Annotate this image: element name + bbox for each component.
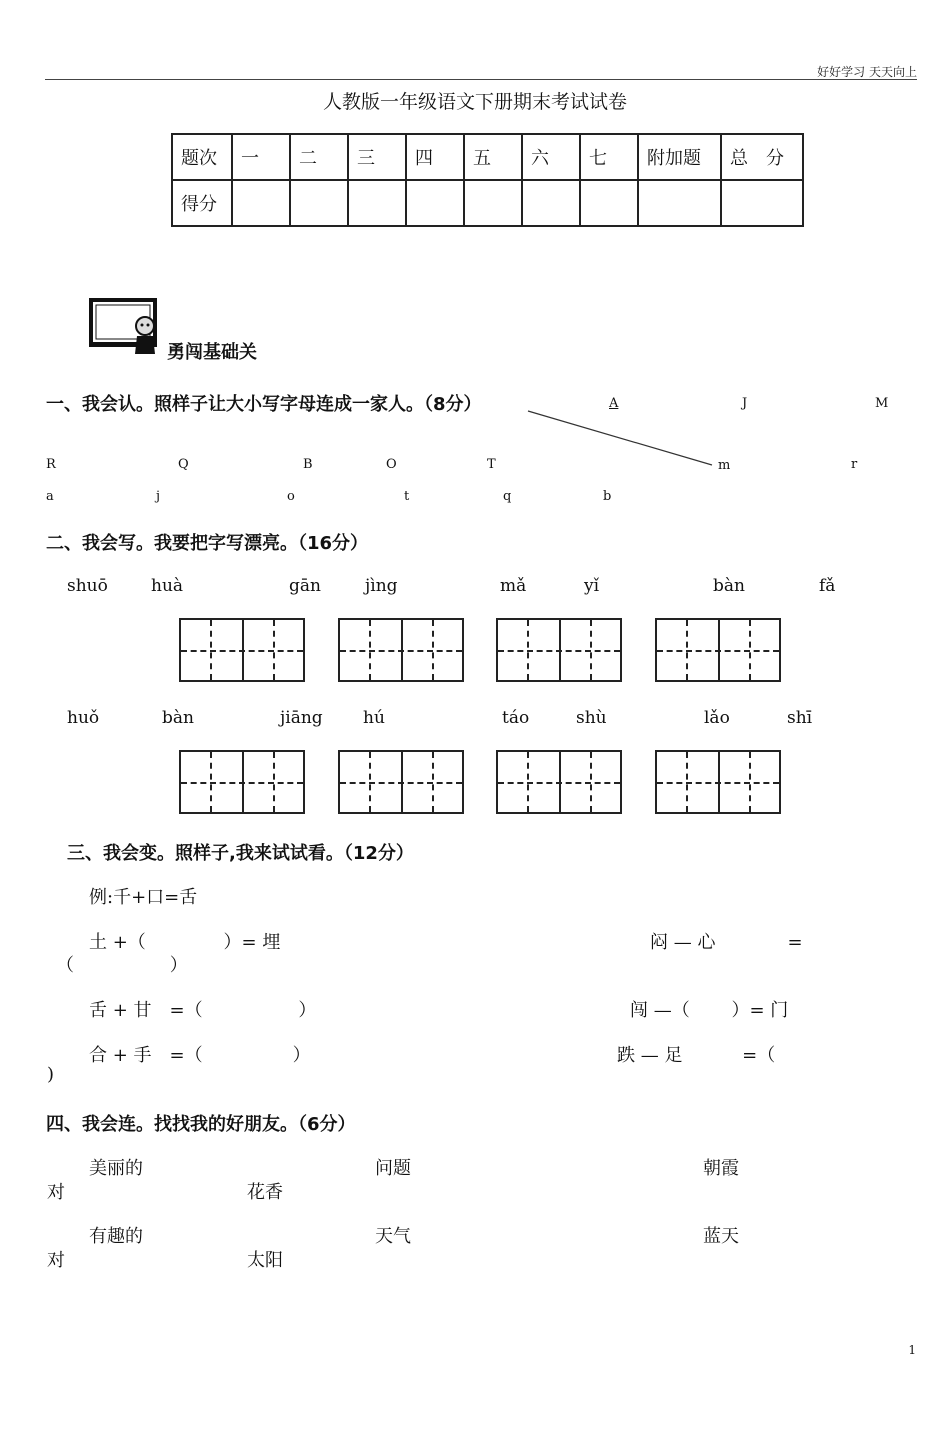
q3-item[interactable]: 闯 —（ ）= 门 xyxy=(630,1000,789,1021)
q1-letter[interactable]: B xyxy=(303,457,313,472)
score-cell: 四 xyxy=(406,134,464,180)
q1-example-line xyxy=(520,405,720,475)
score-blank[interactable] xyxy=(232,180,290,226)
q4-word[interactable]: 问题 xyxy=(375,1158,411,1179)
q3-item[interactable]: 土 +（ ）= 埋 xyxy=(89,932,281,953)
pinyin: lǎo xyxy=(704,708,730,728)
q1-letter[interactable]: a xyxy=(46,489,54,504)
page-title: 人教版一年级语文下册期末考试试卷 xyxy=(322,91,627,113)
q4-word[interactable]: 太阳 xyxy=(247,1250,283,1271)
writing-grid[interactable] xyxy=(655,618,781,682)
score-blank[interactable] xyxy=(721,180,803,226)
score-blank[interactable] xyxy=(580,180,638,226)
score-blank[interactable] xyxy=(464,180,522,226)
writing-grid[interactable] xyxy=(496,750,622,814)
q3-item-wrap[interactable]: ) xyxy=(47,1064,55,1085)
pinyin: gān xyxy=(289,576,321,596)
blackboard-icon xyxy=(89,296,161,354)
writing-grid[interactable] xyxy=(338,618,464,682)
q1-letter[interactable]: T xyxy=(487,457,496,472)
pinyin: shù xyxy=(576,708,607,728)
score-cell: 七 xyxy=(580,134,638,180)
score-cell: 题次 xyxy=(172,134,232,180)
pinyin: huà xyxy=(151,576,184,596)
pinyin: bàn xyxy=(162,708,194,728)
q1-letter[interactable]: o xyxy=(287,489,295,504)
writing-grid[interactable] xyxy=(338,750,464,814)
score-table-score-row xyxy=(172,180,803,226)
score-blank[interactable] xyxy=(406,180,464,226)
pinyin: fǎ xyxy=(819,576,836,596)
score-cell: 六 xyxy=(522,134,580,180)
score-cell: 一 xyxy=(232,134,290,180)
score-blank[interactable] xyxy=(522,180,580,226)
score-table xyxy=(171,133,804,227)
q1-letter[interactable]: m xyxy=(718,458,731,473)
section-banner: 勇闯基础关 xyxy=(167,342,257,363)
pinyin: shī xyxy=(787,708,813,728)
score-table-header-row xyxy=(172,134,803,180)
pinyin: hú xyxy=(363,708,385,728)
score-cell: 附加题 xyxy=(638,134,721,180)
pinyin: táo xyxy=(502,708,530,728)
q3-item[interactable]: 跌 — 足 =（ xyxy=(617,1045,776,1066)
q4-word[interactable]: 蓝天 xyxy=(703,1226,739,1247)
pinyin: bàn xyxy=(713,576,745,596)
q4-word[interactable]: 对 xyxy=(47,1182,65,1203)
q4-word[interactable]: 美丽的 xyxy=(89,1158,143,1179)
q3-title: 三、我会变。照样子,我来试试看。（12分） xyxy=(67,843,414,864)
pinyin: jìng xyxy=(365,576,398,596)
q4-word[interactable]: 对 xyxy=(47,1250,65,1271)
q1-letter[interactable]: R xyxy=(46,457,56,472)
score-cell: 二 xyxy=(290,134,348,180)
pinyin: yǐ xyxy=(584,576,600,596)
q1-letter[interactable]: b xyxy=(603,489,612,504)
q1-letter[interactable]: r xyxy=(851,457,858,472)
pinyin: shuō xyxy=(67,576,108,596)
q1-letter[interactable]: t xyxy=(404,489,410,504)
q3-example: 例:千+口=舌 xyxy=(89,887,198,908)
writing-grid[interactable] xyxy=(179,750,305,814)
q2-title: 二、我会写。我要把字写漂亮。（16分） xyxy=(46,533,369,554)
q4-word[interactable]: 有趣的 xyxy=(89,1226,143,1247)
q3-item[interactable]: 合 + 手 =（ ） xyxy=(89,1045,311,1066)
q3-item-wrap[interactable]: （ ） xyxy=(56,955,188,976)
q4-title: 四、我会连。找找我的好朋友。（6分） xyxy=(46,1114,356,1135)
q1-letter[interactable]: M xyxy=(875,396,889,411)
pinyin: mǎ xyxy=(500,576,527,596)
writing-grid[interactable] xyxy=(496,618,622,682)
header-motto: 好好学习 天天向上 xyxy=(817,65,917,79)
score-blank[interactable] xyxy=(348,180,406,226)
q4-word[interactable]: 朝霞 xyxy=(703,1158,739,1179)
score-blank[interactable] xyxy=(290,180,348,226)
score-cell: 五 xyxy=(464,134,522,180)
q3-item[interactable]: 舌 + 甘 =（ ） xyxy=(89,1000,317,1021)
q3-item[interactable]: 闷 — 心 = xyxy=(650,932,803,953)
q1-letter[interactable]: j xyxy=(156,489,161,504)
writing-grid[interactable] xyxy=(179,618,305,682)
score-cell: 总 分 xyxy=(721,134,803,180)
q1-title: 一、我会认。照样子让大小写字母连成一家人。（8分） xyxy=(46,394,482,415)
score-cell: 三 xyxy=(348,134,406,180)
page-number: 1 xyxy=(908,1343,916,1357)
q1-letter[interactable]: A xyxy=(609,396,619,411)
pinyin: jiāng xyxy=(280,708,323,728)
q1-letter[interactable]: O xyxy=(386,457,397,472)
score-blank[interactable] xyxy=(638,180,721,226)
q1-letter[interactable]: J xyxy=(742,396,748,411)
header-rule xyxy=(45,79,917,80)
q1-letter[interactable]: q xyxy=(503,489,512,504)
writing-grid[interactable] xyxy=(655,750,781,814)
q4-word[interactable]: 花香 xyxy=(247,1182,283,1203)
score-cell: 得分 xyxy=(172,180,232,226)
pinyin: huǒ xyxy=(67,708,100,728)
q4-word[interactable]: 天气 xyxy=(375,1226,411,1247)
q1-letter[interactable]: Q xyxy=(178,457,189,472)
